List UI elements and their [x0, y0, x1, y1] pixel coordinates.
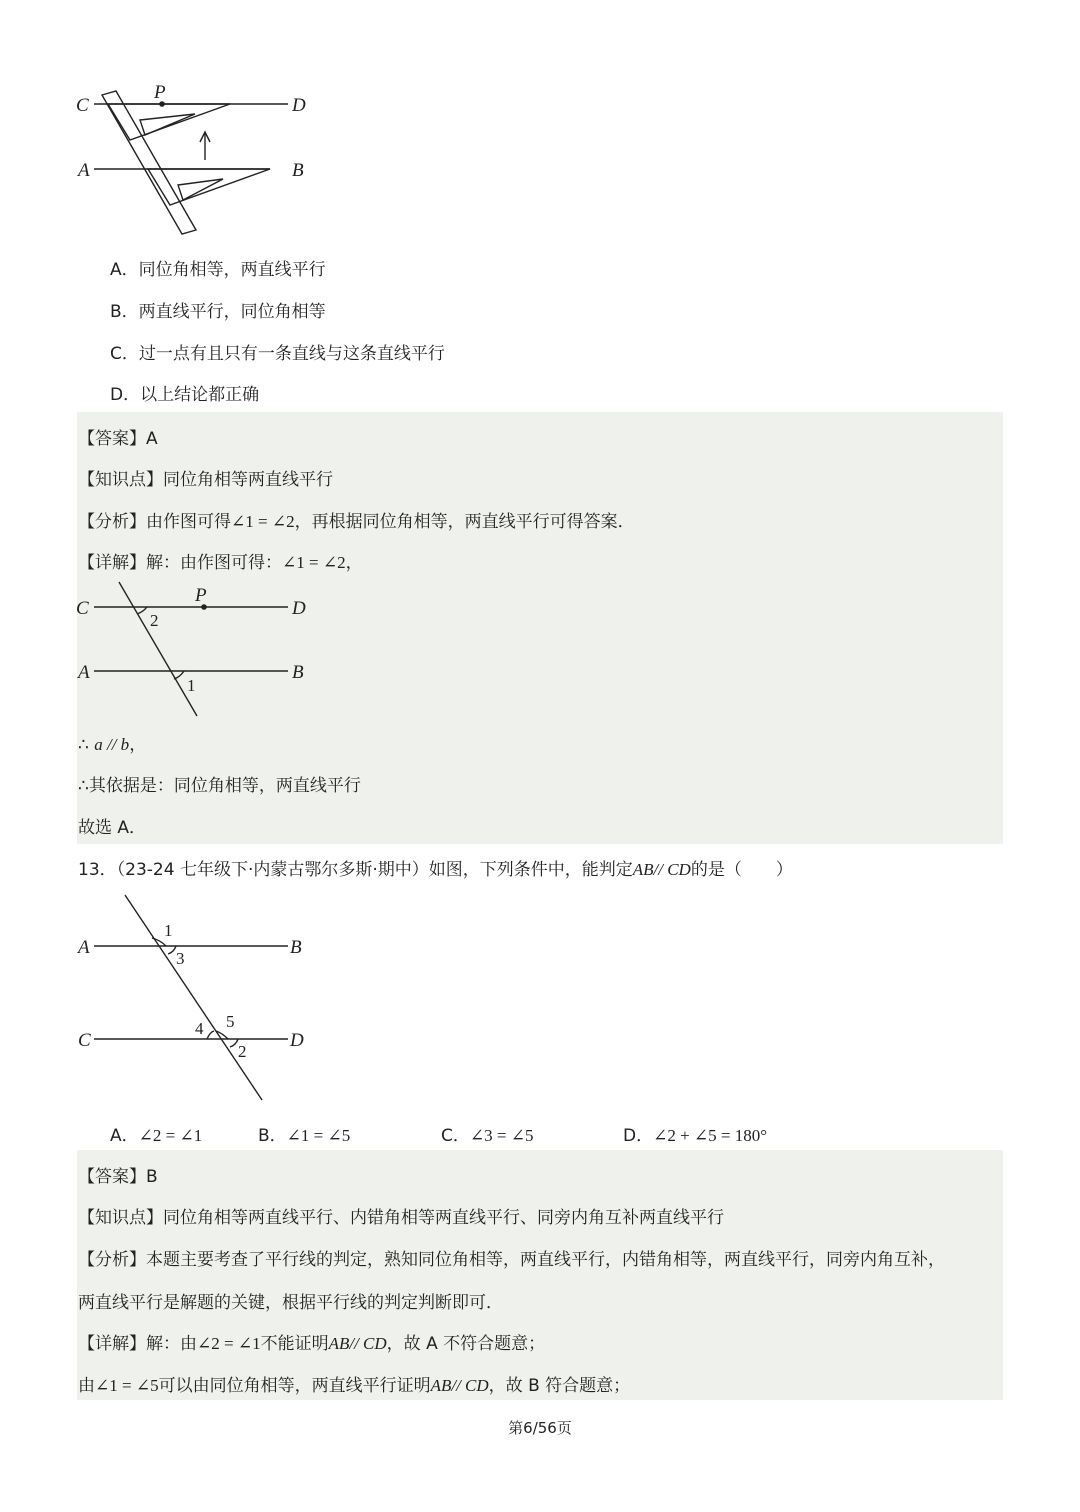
q13-answer — [78, 1162, 158, 1187]
q13-option-d[interactable]: D．∠2 + ∠5 = 180° — [623, 1126, 768, 1146]
q12-therefore: ∴ a // b， — [78, 735, 147, 755]
label-c: C — [78, 1030, 91, 1051]
angle-2-label: 2 — [238, 1042, 247, 1061]
analysis-label: 【分析】 — [78, 1250, 146, 1270]
transversal — [125, 895, 262, 1100]
detail-label: 【详解】 — [78, 1334, 146, 1354]
label-b: B — [292, 160, 304, 181]
label-d: D — [290, 1030, 304, 1051]
label-p: P — [154, 82, 166, 103]
analysis-label: 【分析】 — [78, 512, 146, 532]
q12-analysis: 【分析】由作图可得∠1 = ∠2，再根据同位角相等，两直线平行可得答案． — [78, 512, 635, 532]
q13-detail-2: 由∠1 = ∠5可以由同位角相等，两直线平行证明AB// CD，故 B 符合题意； — [78, 1376, 631, 1396]
knowledge-label: 【知识点】 — [78, 1208, 163, 1228]
transversal — [119, 582, 197, 716]
set-square-bottom-inner — [178, 179, 223, 200]
q12-option-b[interactable]: B．两直线平行，同位角相等 — [110, 302, 326, 322]
answer-value: A — [146, 429, 158, 449]
label-a: A — [78, 160, 90, 181]
q12-option-a[interactable]: A．同位角相等，两直线平行 — [110, 260, 326, 280]
q13-stem: 13．（23-24 七年级下·内蒙古鄂尔多斯·期中）如图，下列条件中，能判定AB// CD的是（ ） — [78, 860, 793, 880]
q13-option-a[interactable]: A．∠2 = ∠1 — [110, 1126, 203, 1146]
angle-4-arc — [207, 1031, 214, 1039]
question-source: （23-24 七年级下·内蒙古鄂尔多斯·期中） — [116, 860, 429, 880]
angle-2-arc — [230, 1039, 238, 1047]
math-expr: AB// CD — [632, 860, 691, 879]
q12-option-c[interactable]: C．过一点有且只有一条直线与这条直线平行 — [110, 344, 445, 364]
q12-knowledge — [78, 465, 333, 490]
label-p: P — [195, 585, 207, 606]
math-expr: AB// CD — [430, 1376, 489, 1395]
label-d: D — [292, 598, 306, 619]
math-expr: ∠2 = ∠1 — [197, 1334, 261, 1353]
label-b: B — [290, 937, 302, 958]
q12-basis: ∴其依据是：同位角相等，两直线平行 — [78, 776, 361, 796]
angle-1-label: 1 — [187, 676, 196, 695]
q13-solution-box — [77, 1150, 1003, 1400]
q12-figure-transversal — [70, 578, 330, 720]
q12-answer — [78, 424, 158, 449]
label-d: D — [292, 95, 306, 116]
page-number: 第6/56页 — [508, 1419, 572, 1437]
label-c: C — [76, 598, 89, 619]
math-expr: ∠1 = ∠5 — [95, 1376, 159, 1395]
q13-analysis-1: 【分析】本题主要考查了平行线的判定，熟知同位角相等，两直线平行，内错角相等，两直线平行，同旁内角互补， — [78, 1250, 945, 1270]
answer-value: B — [146, 1167, 158, 1187]
q12-figure-ruler — [70, 80, 330, 245]
q12-detail: 【详解】解：由作图可得：∠1 = ∠2， — [78, 553, 363, 573]
knowledge-text: 同位角相等两直线平行 — [163, 470, 333, 490]
detail-label: 【详解】 — [78, 553, 146, 573]
q12-choose: 故选 A． — [78, 818, 147, 838]
angle-3-label: 3 — [176, 949, 185, 968]
q13-analysis-2: 两直线平行是解题的关键，根据平行线的判定判断即可． — [78, 1293, 503, 1313]
q12-option-d[interactable]: D．以上结论都正确 — [110, 385, 260, 405]
answer-label: 【答案】 — [78, 1167, 146, 1187]
angle-1-arc — [174, 671, 184, 679]
label-a: A — [78, 662, 90, 683]
ruler — [102, 91, 196, 234]
q13-knowledge — [78, 1203, 724, 1228]
angle-2-arc — [137, 607, 147, 614]
q13-figure — [70, 890, 330, 1105]
question-number: 13． — [78, 860, 117, 880]
math-expr: AB// CD — [328, 1334, 387, 1353]
q13-option-c[interactable]: C．∠3 = ∠5 — [441, 1126, 534, 1146]
knowledge-text: 同位角相等两直线平行、内错角相等两直线平行、同旁内角互补两直线平行 — [163, 1208, 724, 1228]
math-expr: ∠1 = ∠2 — [231, 512, 295, 531]
knowledge-label: 【知识点】 — [78, 470, 163, 490]
angle-1-label: 1 — [164, 921, 173, 940]
answer-label: 【答案】 — [78, 429, 146, 449]
label-a: A — [78, 937, 90, 958]
q13-detail-1: 【详解】解：由∠2 = ∠1不能证明AB// CD，故 A 不符合题意； — [78, 1334, 546, 1354]
angle-2-label: 2 — [150, 611, 159, 630]
label-b: B — [292, 662, 304, 683]
set-square-top-inner — [140, 114, 195, 135]
label-c: C — [76, 95, 89, 116]
angle-4-label: 4 — [195, 1019, 204, 1038]
q13-option-b[interactable]: B．∠1 = ∠5 — [258, 1126, 351, 1146]
angle-3-arc — [168, 946, 176, 954]
angle-5-label: 5 — [226, 1012, 235, 1031]
math-expr: ∠1 = ∠2 — [282, 553, 346, 572]
math-expr: a // b — [94, 735, 130, 754]
